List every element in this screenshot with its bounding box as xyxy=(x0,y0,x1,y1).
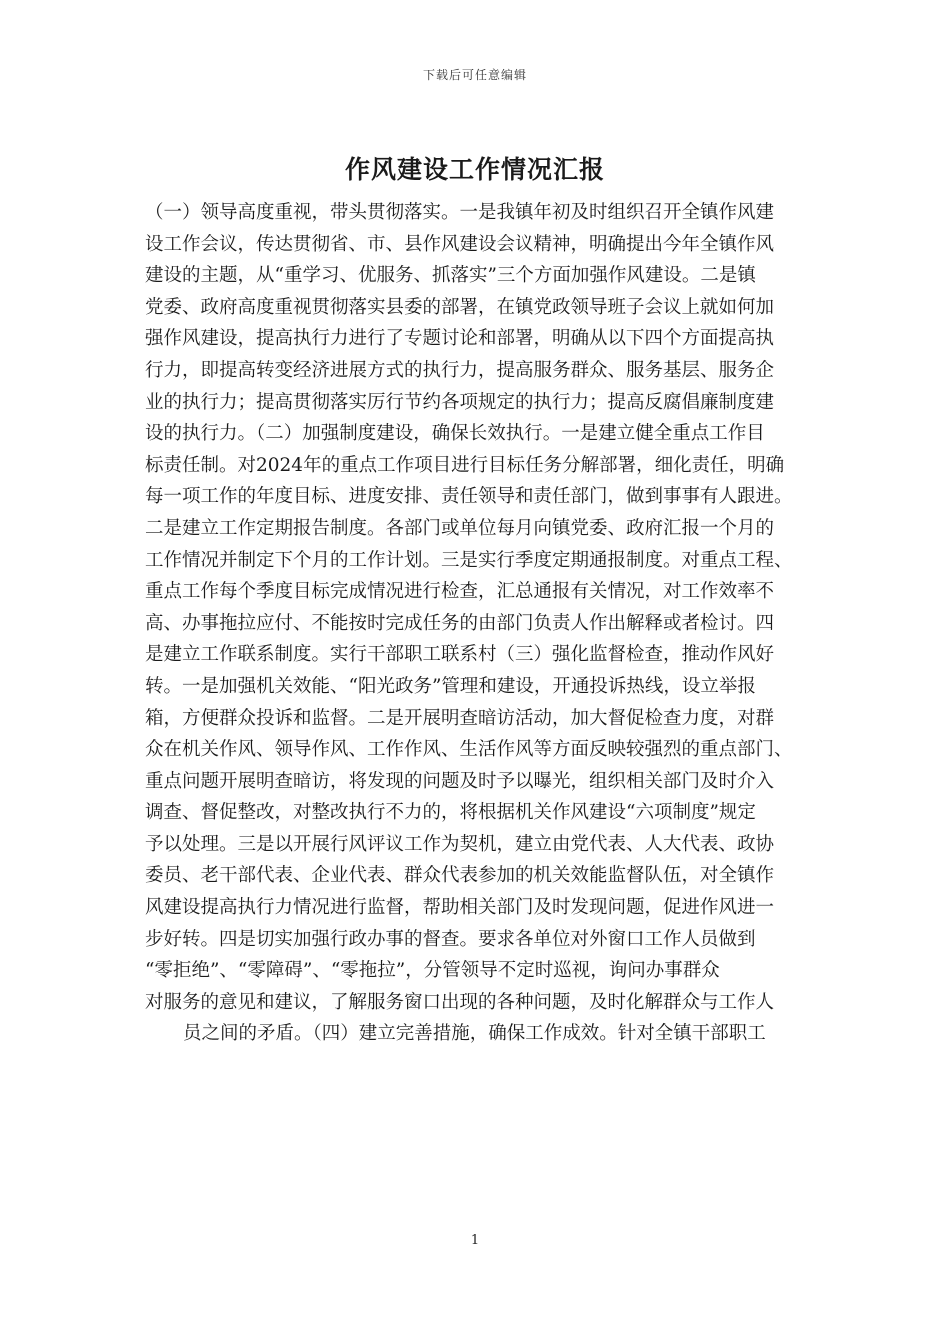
document-title: 作风建设工作情况汇报 xyxy=(344,155,605,184)
body-line: 党委、政府高度重视贯彻落实县委的部署，在镇党政领导班子会议上就如何加 xyxy=(145,296,775,318)
body-line: 众在机关作风、领导作风、工作作风、生活作风等方面反映较强烈的重点部门、 xyxy=(145,739,793,761)
body-line: 重点工作每个季度目标完成情况进行检查，汇总通报有关情况，对工作效率不 xyxy=(145,581,775,603)
body-line: 箱，方便群众投诉和监督。二是开展明查暗访活动，加大督促检查力度，对群 xyxy=(145,707,775,729)
body-line: 是建立工作联系制度。实行干部职工联系村（三）强化监督检查，推动作风好 xyxy=(145,644,775,666)
document-body xyxy=(145,197,825,1050)
body-line: 二是建立工作定期报告制度。各部门或单位每月向镇党委、政府汇报一个月的 xyxy=(145,517,775,539)
body-line: 设的执行力。（二）加强制度建设，确保长效执行。一是建立健全重点工作目 xyxy=(145,423,765,445)
body-line: 对服务的意见和建议，了解服务窗口出现的各种问题，及时化解群众与工作人 xyxy=(145,991,775,1013)
body-line: 高、办事拖拉应付、不能按时完成任务的由部门负责人作出解释或者检讨。四 xyxy=(145,612,775,634)
body-line: 转。一是加强机关效能、“阳光政务”管理和建设，开通投诉热线，设立举报 xyxy=(145,675,756,697)
body-line: 业的执行力；提高贯彻落实厉行节约各项规定的执行力；提高反腐倡廉制度建 xyxy=(145,391,775,413)
body-line: 员之间的矛盾。（四）建立完善措施，确保工作成效。针对全镇干部职工 xyxy=(183,1023,766,1045)
body-line: 每一项工作的年度目标、进度安排、责任领导和责任部门，做到事事有人跟进。 xyxy=(145,486,793,508)
body-line: 重点问题开展明查暗访，将发现的问题及时予以曝光，组织相关部门及时介入 xyxy=(145,770,775,792)
body-line: 委员、老干部代表、企业代表、群众代表参加的机关效能监督队伍，对全镇作 xyxy=(145,865,775,887)
body-line: “零拒绝”、“零障碍”、“零拖拉”，分管领导不定时巡视，询问办事群众 xyxy=(145,960,720,982)
body-line: 强作风建设，提高执行力进行了专题讨论和部署，明确从以下四个方面提高执 xyxy=(145,328,775,350)
body-line: 予以处理。三是以开展行风评议工作为契机，建立由党代表、人大代表、政协 xyxy=(145,833,775,855)
body-line: 步好转。四是切实加强行政办事的督查。要求各单位对外窗口工作人员做到 xyxy=(145,928,756,950)
body-line: 行力，即提高转变经济进展方式的执行力，提高服务群众、服务基层、服务企 xyxy=(145,359,775,381)
body-line: 工作情况并制定下个月的工作计划。三是实行季度定期通报制度。对重点工程、 xyxy=(145,549,793,571)
body-line: 风建设提高执行力情况进行监督，帮助相关部门及时发现问题，促进作风进一 xyxy=(145,897,775,919)
body-line: 建设的主题，从“重学习、优服务、抓落实”三个方面加强作风建设。二是镇 xyxy=(145,265,756,287)
page-header-note: 下载后可任意编辑 xyxy=(422,68,527,82)
body-line: （一）领导高度重视，带头贯彻落实。一是我镇年初及时组织召开全镇作风建 xyxy=(145,202,775,223)
body-line: 设工作会议，传达贯彻省、市、县作风建设会议精神，明确提出今年全镇作风 xyxy=(145,233,775,255)
page-number: 1 xyxy=(470,1233,480,1248)
body-line: 标责任制。对2024年的重点工作项目进行目标任务分解部署，细化责任，明确 xyxy=(145,454,785,476)
body-line: 调查、督促整改，对整改执行不力的，将根据机关作风建设“六项制度”规定 xyxy=(145,802,756,824)
